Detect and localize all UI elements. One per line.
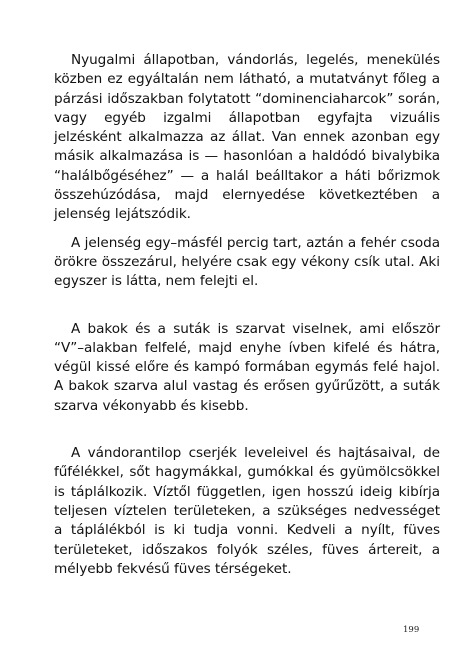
body-text bbox=[54, 51, 440, 579]
page-number: 199 bbox=[403, 625, 420, 635]
paragraph-4: A vándorantilop cserjék leveleivel és hajtásaival, de fűfélékkel, sőt hagymákkal, gumókkal és gyümölcsökkel is táplálkozik. Víztől független, igen hosszú ideig kibírja teljesen víztelen területeken, a szükséges nedvességet a táplálékból is ki tudja vonni. Kedveli a nyílt, füves területeket, időszakos folyók széles, füves ártereit, a mélyebb fekvésű füves térségeket. bbox=[54, 445, 440, 577]
paragraph-1: Nyugalmi állapotban, vándorlás, legelés, menekülés közben ez egyáltalán nem látható, a mutatványt főleg a párzási időszakban folytatott “dominenciaharcok” során, vagy egyéb izgalmi állapotban egyfajta vizuális jelzésként alkalmazza az állat. Van ennek azonban egy másik alkalmazása is — hasonlóan a haldódó bivalybika “halálbőgéséhez” — a halál beálltakor a háti bőrizmok összehúzódása, majd elernyedése következtében a jelenség lejátszódik. bbox=[54, 52, 440, 223]
paragraph-2: A jelenség egy–másfél percig tart, aztán a fehér csoda örökre összezárul, helyére csak egy vékony csík utal. Aki egyszer is látta, nem felejti el. bbox=[54, 234, 440, 290]
paragraph-3: A bakok és a suták is szarvat viselnek, ami először “V”–alakban felfelé, majd enyhe ívben kifelé és hátra, végül kissé előre és kampó formában egymás felé hajol. A bakok szarva alul vastag és erősen gyűrűzött, a suták szarva vékonyabb és kisebb. bbox=[54, 320, 440, 414]
